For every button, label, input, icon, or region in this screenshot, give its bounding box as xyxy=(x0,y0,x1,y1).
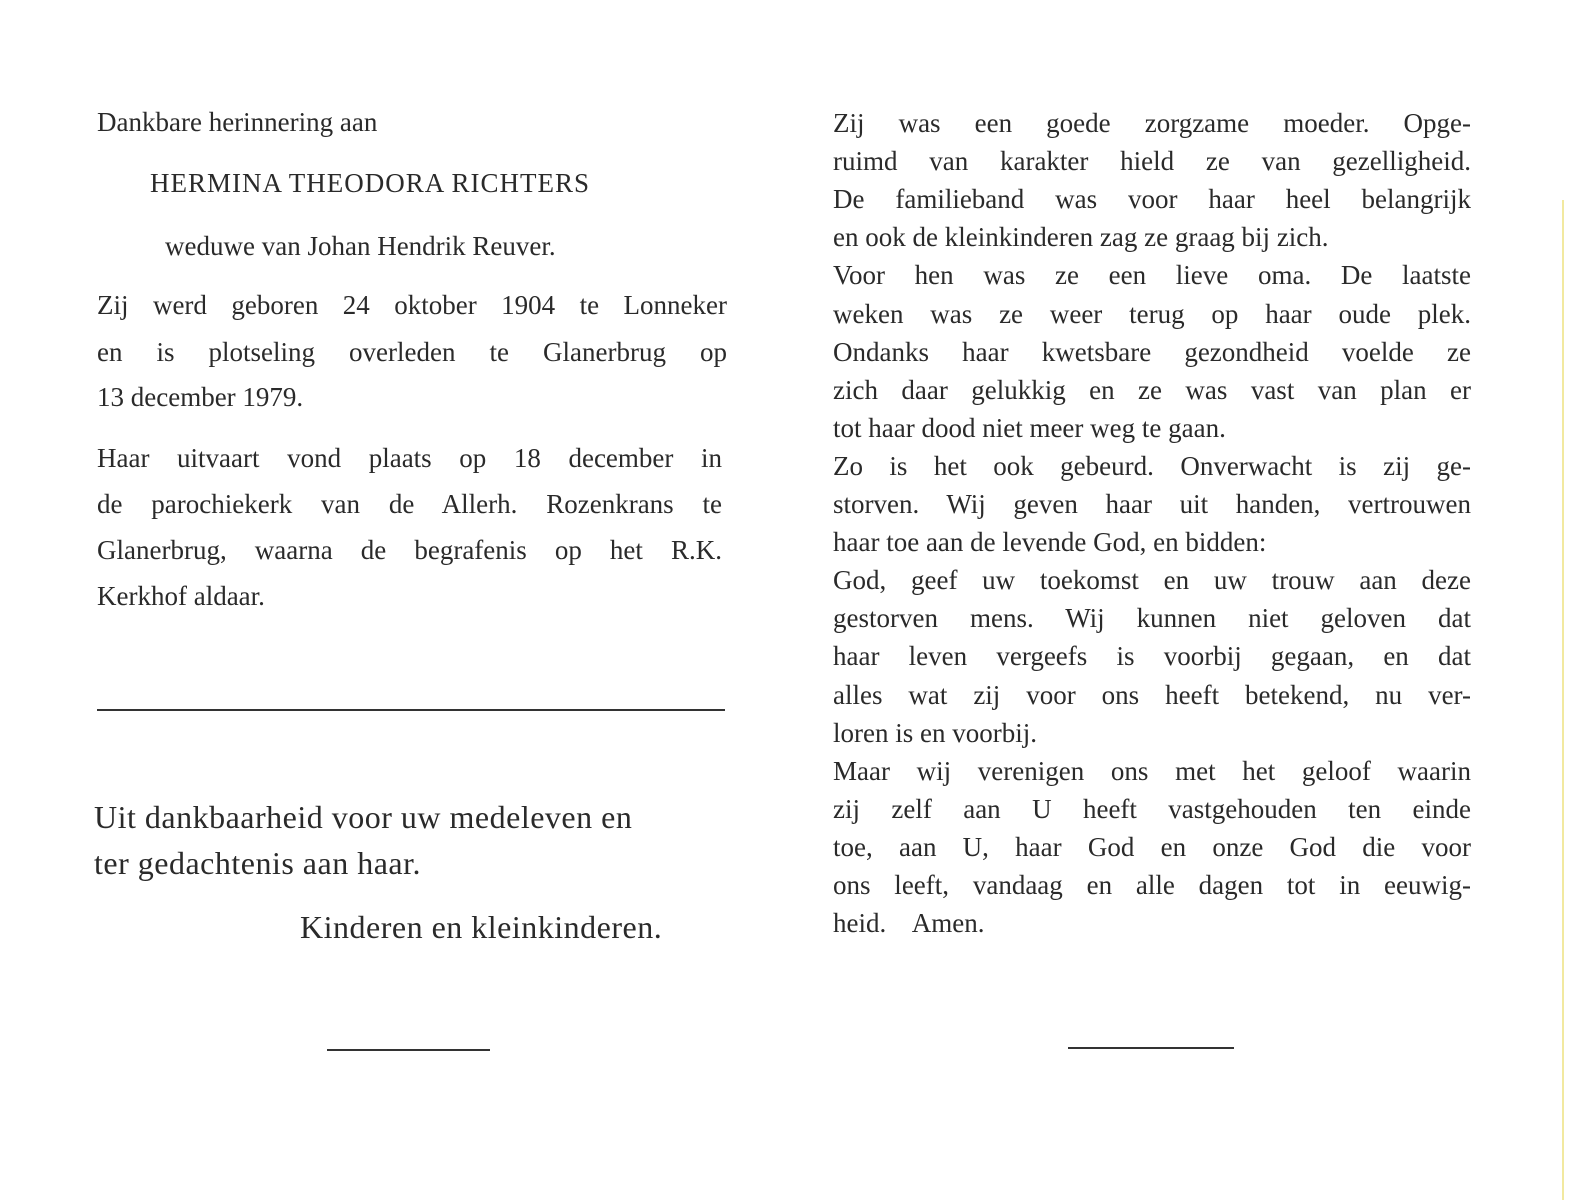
prayer-line: ons leeft, vandaag en alle dagen tot in eeuwig- xyxy=(833,870,1471,900)
prayer-line: gestorven mens. Wij kunnen niet geloven dat xyxy=(833,603,1471,634)
prayer-line: weken was ze weer terug op haar oude plek. xyxy=(833,298,1471,329)
prayer-line: Ondanks haar kwetsbare gezondheid voelde ze xyxy=(833,336,1471,367)
thanks-line: ter gedachtenis aan haar. xyxy=(94,845,421,881)
prayer-line: tot haar dood niet meer weg te gaan. xyxy=(833,412,1226,443)
prayer-line: God, geef uw toekomst en uw trouw aan deze xyxy=(833,565,1471,596)
birth-line: 13 december 1979. xyxy=(97,382,304,412)
bottom-rule-left xyxy=(327,1049,490,1051)
signature: Kinderen en kleinkinderen. xyxy=(300,909,663,945)
prayer-line: haar leven vergeefs is voorbij gegaan, en dat xyxy=(833,641,1471,672)
birth-line: Zij werd geboren 24 oktober 1904 te Lonneker xyxy=(97,290,727,320)
bottom-rule-right xyxy=(1068,1047,1234,1049)
prayer-line: Zo is het ook gebeurd. Onverwacht is zij ge- xyxy=(833,450,1471,481)
prayer-line: ruimd van karakter hield ze van gezelligheid. xyxy=(833,146,1471,177)
deceased-name: HERMINA THEODORA RICHTERS xyxy=(150,168,591,198)
paper-edge xyxy=(1562,200,1564,1200)
prayer-line: zich daar gelukkig en ze was vast van plan er xyxy=(833,374,1471,405)
divider-rule xyxy=(97,709,725,711)
prayer-line: Zij was een goede zorgzame moeder. Opge- xyxy=(833,108,1471,138)
prayer-line: heid. Amen. xyxy=(833,908,985,939)
prayer-line: zij zelf aan U heeft vastgehouden ten einde xyxy=(833,793,1471,824)
funeral-line: Glanerbrug, waarna de begrafenis op het R.K. xyxy=(97,535,722,565)
birth-line: en is plotseling overleden te Glanerbrug op xyxy=(97,337,727,367)
funeral-line: Kerkhof aldaar. xyxy=(97,581,265,611)
prayer-line: Maar wij verenigen ons met het geloof waarin xyxy=(833,755,1471,786)
thanks-line: Uit dankbaarheid voor uw medeleven en xyxy=(94,799,633,835)
funeral-line: Haar uitvaart vond plaats op 18 december in xyxy=(97,443,722,473)
prayer-line: haar toe aan de levende God, en bidden: xyxy=(833,527,1267,558)
prayer-line: en ook de kleinkinderen zag ze graag bij zich. xyxy=(833,222,1329,253)
prayer-line: De familieband was voor haar heel belangrijk xyxy=(833,184,1471,215)
widow-of-text: weduwe van Johan Hendrik Reuver. xyxy=(165,231,556,261)
intro-text: Dankbare herinnering aan xyxy=(97,107,378,137)
prayer-line: Voor hen was ze een lieve oma. De laatste xyxy=(833,260,1471,291)
prayer-line: alles wat zij voor ons heeft betekend, nu ver- xyxy=(833,679,1471,710)
funeral-line: de parochiekerk van de Allerh. Rozenkrans te xyxy=(97,489,722,519)
prayer-line: toe, aan U, haar God en onze God die voor xyxy=(833,831,1471,862)
prayer-line: storven. Wij geven haar uit handen, vertrouwen xyxy=(833,489,1471,519)
prayer-line: loren is en voorbij. xyxy=(833,717,1037,748)
